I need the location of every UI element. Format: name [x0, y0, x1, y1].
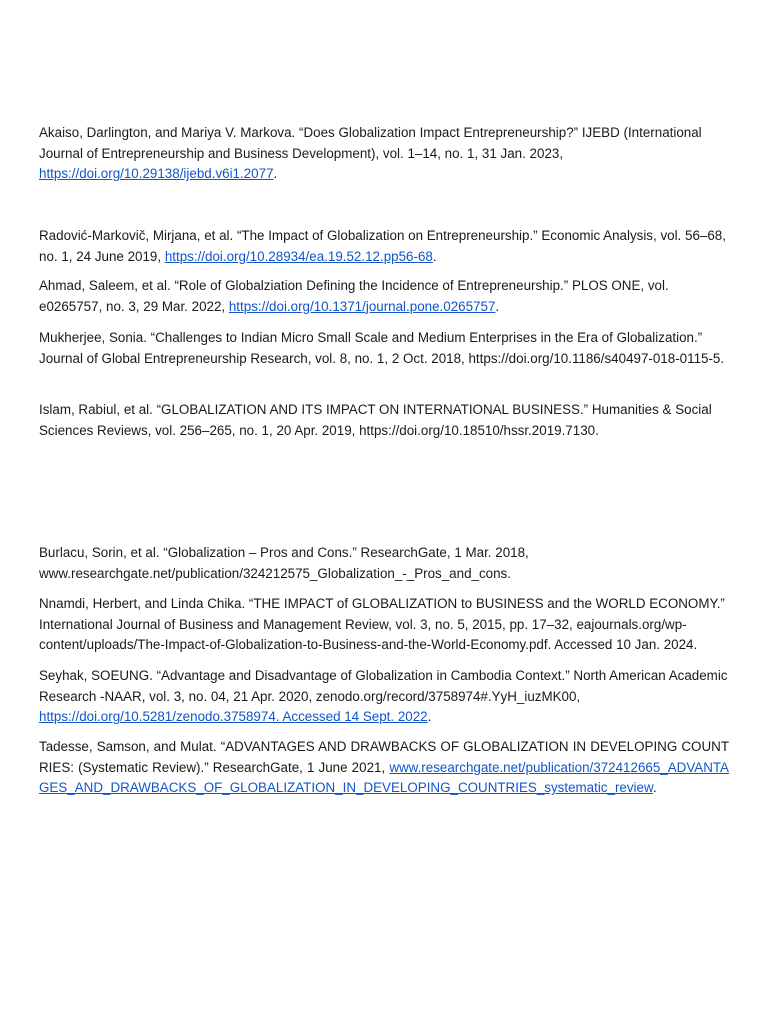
reference-text: Seyhak, SOEUNG. “Advantage and Disadvantage of Globalization in Cambodia Context.” North American Academic Research -NAAR, vol. 3, no. 04, 21 Apr. 2020, zenodo.org/record/3758974#.YyH_iuzMK00,: [39, 668, 728, 704]
reference-text: Radović-Markovič, Mirjana, et al. “The Impact of Globalization on Entrepreneurship.” Economic Analysis, vol. 56–68, no. 1, 24 June 2019,: [39, 228, 726, 264]
reference-text: Ahmad, Saleem, et al. “Role of Globalziation Defining the Incidence of Entrepreneurship.” PLOS ONE, vol. e0265757, no. 3, 29 Mar. 2022,: [39, 278, 669, 314]
reference-link[interactable]: https://doi.org/10.29138/ijebd.v6i1.2077: [39, 166, 274, 181]
reference-entry: [39, 276, 729, 317]
reference-tail: .: [273, 166, 278, 181]
reference-text: Mukherjee, Sonia. “Challenges to Indian Micro Small Scale and Medium Enterprises in the Era of Globalization.” Journal of Global Entrepreneurship Research, vol. 8, no. 1, 2 Oct. 2018, https://doi.org/10.1186/s40497-018-0115-5.: [39, 330, 725, 366]
reference-text: Akaiso, Darlington, and Mariya V. Markova. “Does Globalization Impact Entrepreneurship?” IJEBD (International Journal of Entrepreneurship and Business Development), vol. 1–14, no. 1, 31 Jan. 2023,: [39, 125, 702, 161]
reference-text: Burlacu, Sorin, et al. “Globalization – Pros and Cons.” ResearchGate, 1 Mar. 2018, www.researchgate.net/publication/324212575_Globalization_-_Pros_and_cons.: [39, 545, 529, 581]
reference-text: Nnamdi, Herbert, and Linda Chika. “THE IMPACT of GLOBALIZATION to BUSINESS and the WORLD ECONOMY.” International Journal of Business and Management Review, vol. 3, no. 5, 2015, pp. 17–32, eajournals.org/wp-content/uploads/The-Impact-of-Globalization-to-Business-and-the-World-Economy.pdf. Accessed 10 Jan. 2024.: [39, 596, 725, 652]
reference-link[interactable]: https://doi.org/10.28934/ea.19.52.12.pp56-68: [164, 248, 433, 264]
reference-entry: [39, 594, 729, 656]
reference-tail: .: [495, 298, 500, 314]
reference-entry: [39, 123, 729, 185]
reference-entry: [39, 543, 729, 584]
reference-entry: [39, 328, 729, 369]
reference-tail: .: [427, 709, 432, 724]
reference-link[interactable]: https://doi.org/10.5281/zenodo.3758974. Accessed 14 Sept. 2022: [39, 709, 428, 724]
reference-entry: [39, 400, 729, 441]
reference-entry: [39, 666, 729, 728]
reference-entry: [39, 226, 729, 267]
reference-tail: .: [432, 248, 437, 264]
reference-link[interactable]: www.researchgate.net/publication/372412665_ADVANTAGES_AND_DRAWBACKS_OF_GLOBALIZATION_IN_DEVELOPING_COUNTRIES_systematic_review: [39, 759, 729, 795]
reference-link[interactable]: https://doi.org/10.1371/journal.pone.0265757: [228, 298, 496, 314]
reference-tail: .: [652, 780, 657, 795]
reference-text: Islam, Rabiul, et al. “GLOBALIZATION AND ITS IMPACT ON INTERNATIONAL BUSINESS.” Humanities & Social Sciences Reviews, vol. 256–265, no. 1, 20 Apr. 2019, https://doi.org/10.18510/hssr.2019.7130.: [39, 402, 712, 438]
reference-entry: [39, 737, 729, 799]
reference-text: Tadesse, Samson, and Mulat. “ADVANTAGES AND DRAWBACKS OF GLOBALIZATION IN DEVELOPING COUNTRIES: (Systematic Review).” ResearchGate, 1 June 2021,: [39, 739, 729, 775]
